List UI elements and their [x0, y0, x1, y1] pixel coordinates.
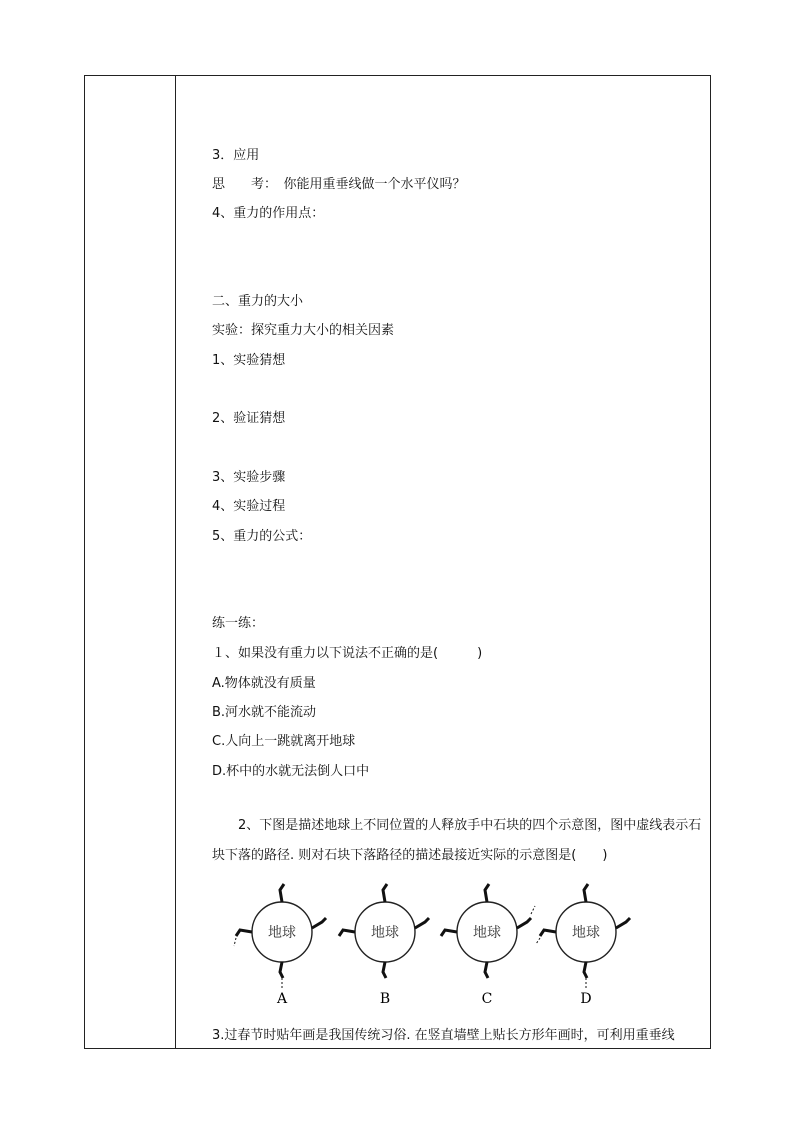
- step-2: 2、验证猜想: [212, 411, 286, 426]
- step-1: 1、实验猜想: [212, 353, 286, 368]
- diagram-a: [234, 884, 326, 990]
- q1-stem: １、如果没有重力以下说法不正确的是( ): [212, 646, 483, 661]
- practice-title: 练一练：: [212, 616, 265, 631]
- diagram-d: [536, 884, 630, 990]
- think-question: 思 考： 你能用重垂线做一个水平仪吗？: [212, 177, 466, 192]
- section-apply: 3．应用: [212, 148, 260, 163]
- step-3: 3、实验步骤: [212, 470, 286, 485]
- q2-stem: 2、下图是描述地球上不同位置的人释放手中石块的四个示意图，图中虚线表示石块下落的路径. 则对石块下落路径的描述最接近实际的示意图是( ): [212, 818, 702, 863]
- q1-option-b: B.河水就不能流动: [212, 705, 317, 720]
- experiment-title: 实验：探究重力大小的相关因素: [212, 323, 395, 338]
- choice-b: B: [379, 991, 391, 1007]
- earth-label: 地球: [473, 925, 501, 941]
- choice-d: D: [580, 991, 592, 1007]
- earth-label: 地球: [268, 925, 296, 941]
- diagram-b: [339, 884, 429, 978]
- step-4: 4、实验过程: [212, 499, 286, 514]
- q1-option-d: D.杯中的水就无法倒人口中: [212, 764, 370, 779]
- earth-label: 地球: [572, 925, 600, 941]
- column-divider: [175, 75, 176, 1049]
- earth-label: 地球: [371, 925, 399, 941]
- action-point: 4、重力的作用点：: [212, 206, 325, 221]
- q1-option-c: C.人向上一跳就离开地球: [212, 734, 356, 749]
- earth-diagram: [228, 880, 648, 1010]
- diagram-c: [441, 884, 535, 978]
- choice-a: A: [276, 991, 288, 1007]
- step-5: 5、重力的公式：: [212, 529, 312, 544]
- size-title: 二、重力的大小: [212, 294, 304, 309]
- q3-stem: 3.过春节时贴年画是我国传统习俗. 在竖直墙壁上贴长方形年画时，可利用重垂线: [212, 1028, 675, 1043]
- q1-option-a: A.物体就没有质量: [212, 676, 316, 691]
- choice-c: C: [481, 991, 493, 1007]
